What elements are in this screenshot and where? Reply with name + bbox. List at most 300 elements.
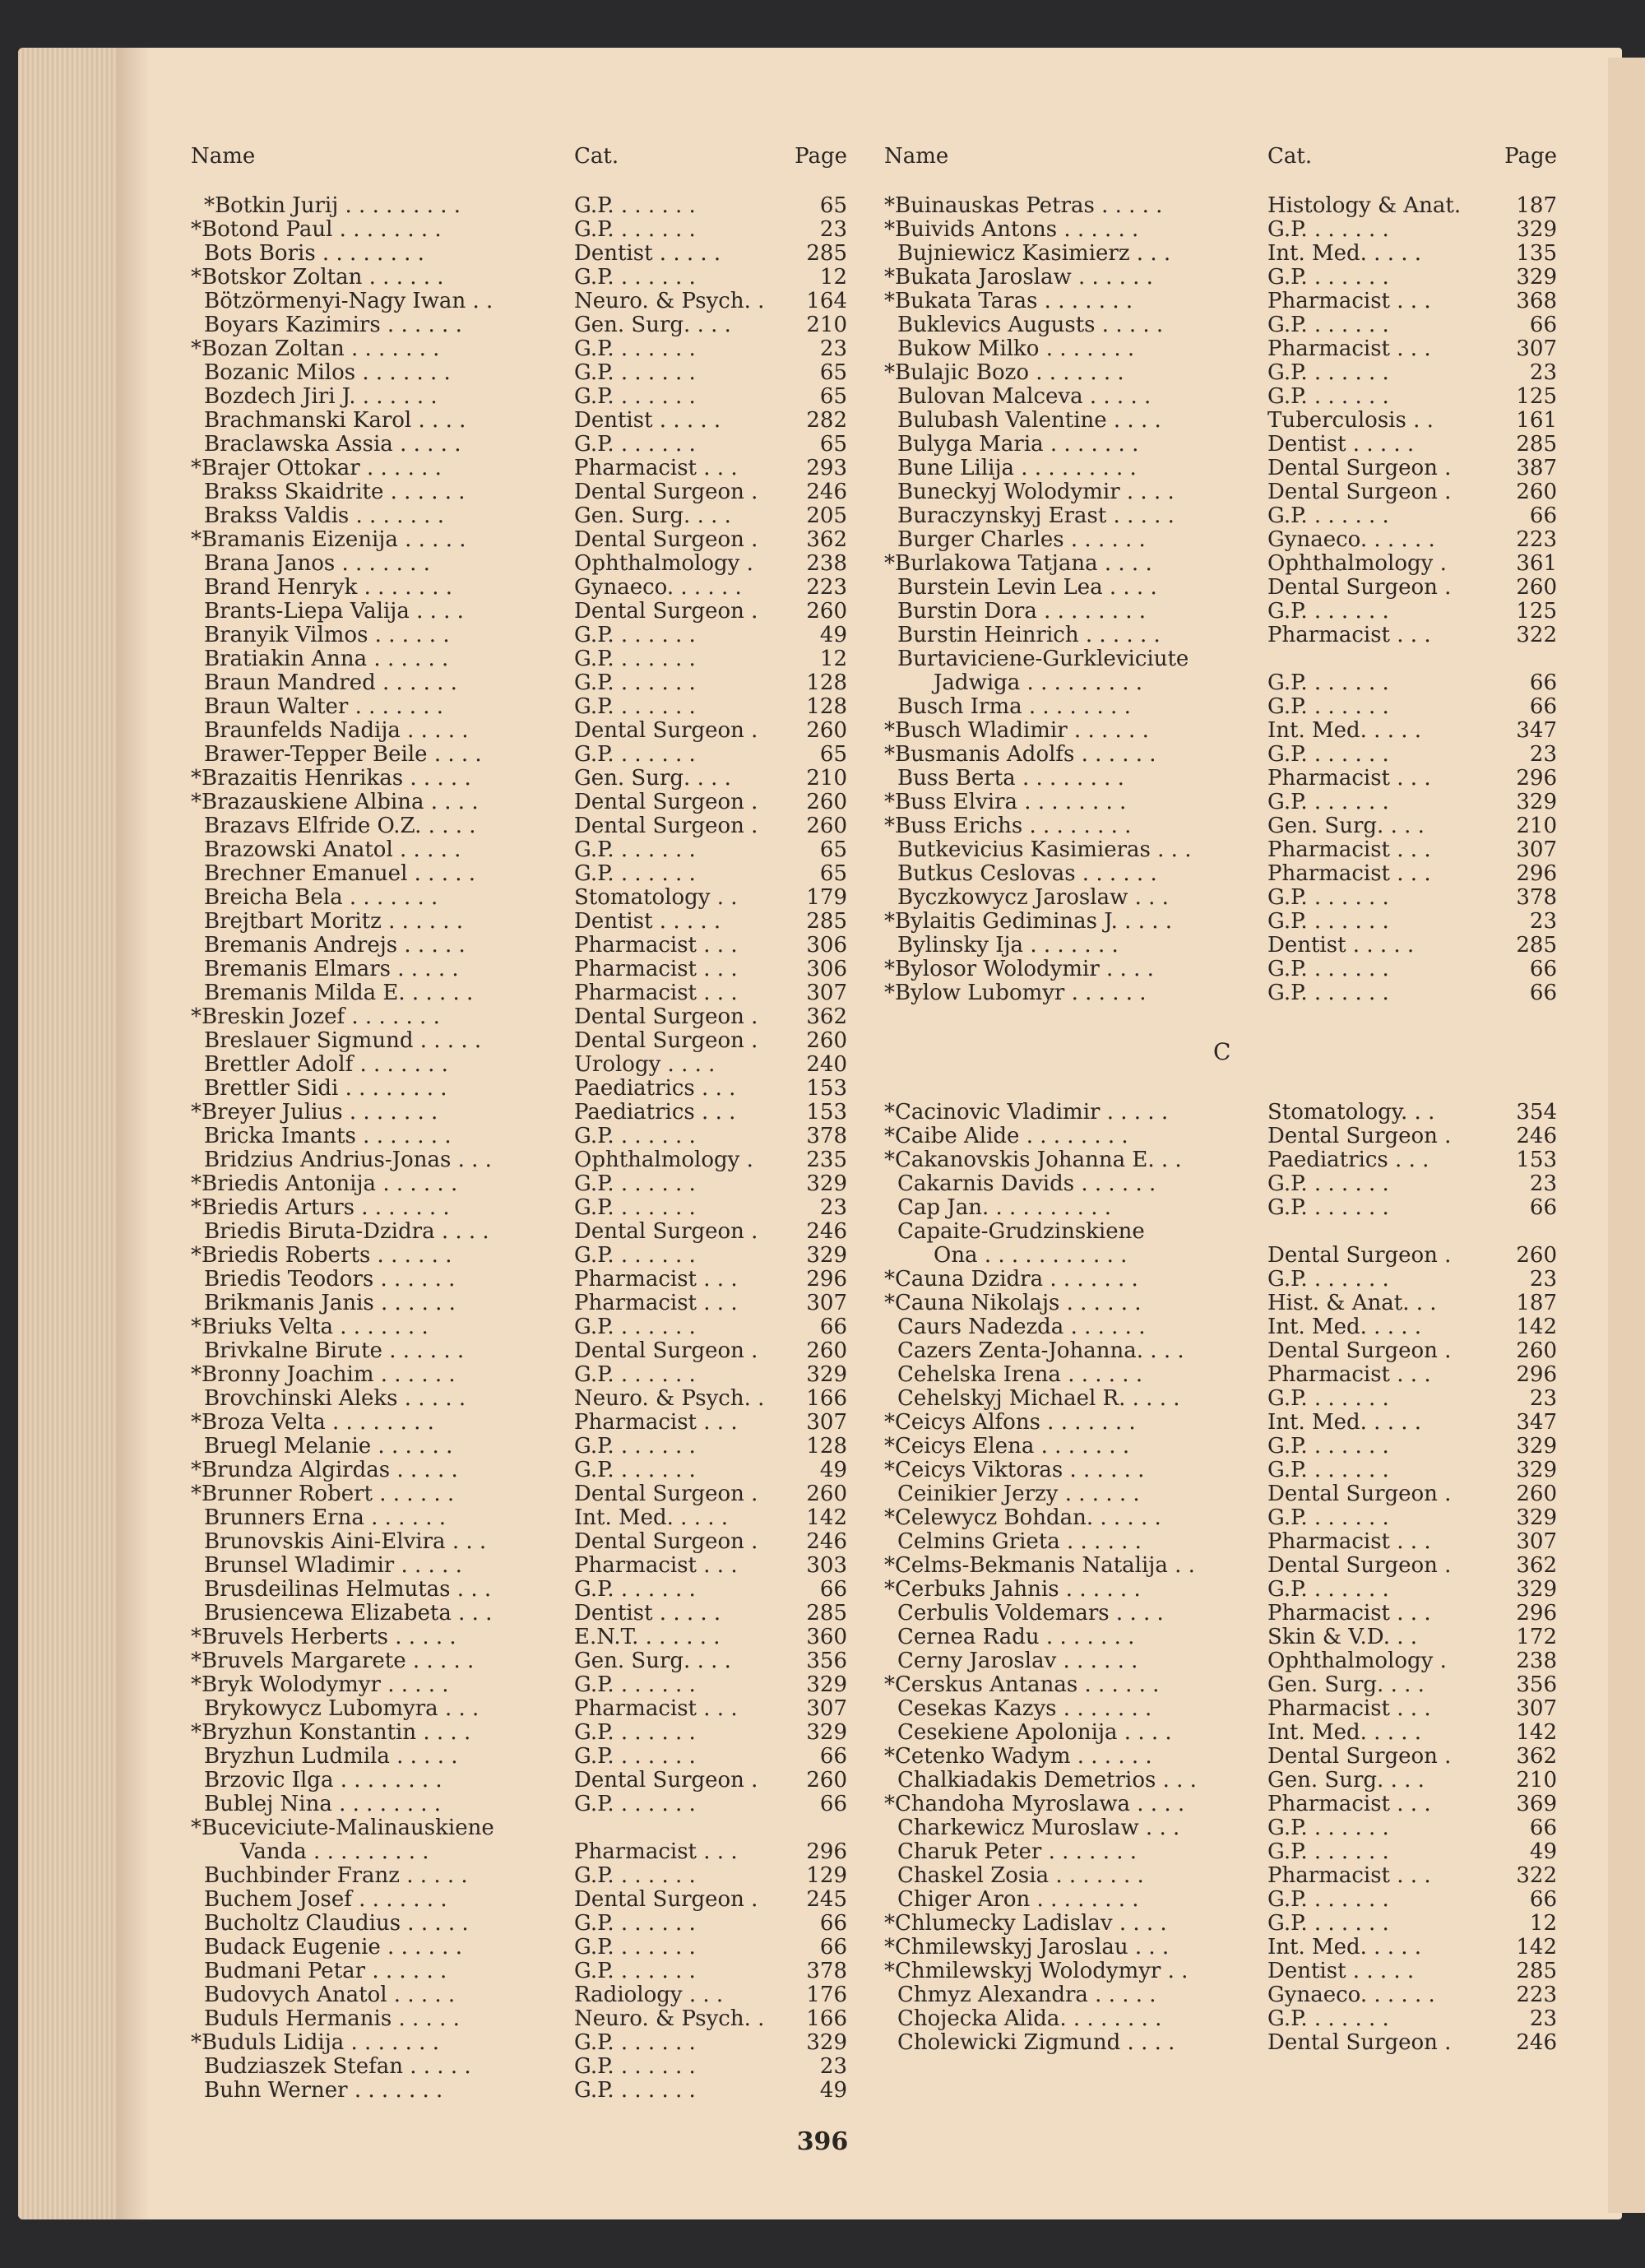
- entry-page: 23: [1529, 909, 1557, 934]
- entry-name: Buneckyj Wolodymir . . . .: [897, 480, 1175, 504]
- entry-category: G.P. . . . . . .: [574, 2055, 696, 2079]
- entry-page: 166: [806, 1386, 847, 1411]
- entry-category: G.P. . . . . . .: [574, 647, 696, 671]
- entry-page: 66: [1529, 670, 1557, 695]
- entry-name: *Bylosor Wolodymir . . . .: [884, 958, 1154, 981]
- entry-page: 246: [806, 480, 847, 504]
- entry-page: 240: [806, 1052, 847, 1077]
- directory-entry: [191, 1960, 847, 1983]
- entry-page: 66: [819, 1792, 847, 1816]
- entry-page: 135: [1516, 241, 1557, 266]
- entry-category: G.P. . . . . . .: [574, 1721, 696, 1745]
- entry-name: Brunsel Wladimir . . . . .: [204, 1554, 462, 1578]
- entry-category: Dental Surgeon .: [1267, 1244, 1452, 1268]
- entry-name: Brejtbart Moritz . . . . . .: [204, 910, 464, 934]
- entry-page: 176: [806, 1983, 847, 2007]
- directory-entry: [884, 290, 1557, 313]
- entry-category: Dental Surgeon .: [574, 1005, 758, 1029]
- entry-category: Histology & Anat.: [1267, 194, 1462, 218]
- entry-page: 356: [1516, 1672, 1557, 1697]
- entry-category: Ophthalmology .: [1267, 552, 1447, 576]
- directory-entry: [191, 2007, 847, 2031]
- entry-name: Brikmanis Janis . . . . . .: [204, 1292, 456, 1315]
- directory-entry: [884, 767, 1557, 791]
- directory-entry: [884, 218, 1557, 242]
- entry-name: Burstin Dora . . . . . . . .: [897, 600, 1147, 624]
- directory-entry: [884, 624, 1557, 647]
- directory-entry: [191, 767, 847, 791]
- entry-page: 125: [1516, 599, 1557, 624]
- directory-entry: [884, 2007, 1557, 2031]
- directory-entry: [884, 1196, 1557, 1220]
- entry-page: 125: [1516, 384, 1557, 409]
- directory-entry: [884, 886, 1557, 910]
- entry-category: G.P. . . . . . .: [1267, 958, 1389, 981]
- entry-category: Dental Surgeon .: [574, 1220, 758, 1244]
- entry-page: 23: [1529, 1171, 1557, 1196]
- entry-category: Int. Med. . . . .: [1267, 719, 1422, 743]
- entry-category: Int. Med. . . . .: [1267, 1721, 1422, 1745]
- entry-page: 166: [806, 2006, 847, 2031]
- directory-entry: [884, 1339, 1557, 1363]
- entry-name: Braun Walter . . . . . . .: [204, 695, 444, 719]
- right-entries-c: [884, 1101, 1557, 2055]
- header-page: Page: [795, 144, 847, 169]
- entry-category: Int. Med. . . . .: [1267, 1936, 1422, 1960]
- entry-category: G.P. . . . . . .: [574, 1172, 696, 1196]
- entry-category: Pharmacist . . .: [1267, 767, 1431, 791]
- entry-page: 210: [1516, 1768, 1557, 1793]
- entry-page: 260: [806, 814, 847, 838]
- entry-name: *Bruvels Margarete . . . . .: [191, 1649, 475, 1673]
- entry-name: Cesekas Kazys . . . . . . .: [897, 1697, 1152, 1721]
- directory-entry: [884, 1530, 1557, 1554]
- entry-page: 260: [1516, 575, 1557, 600]
- entry-name: Chojecka Alida. . . . . . . .: [897, 2007, 1162, 2031]
- entry-name: Boyars Kazimirs . . . . . .: [204, 313, 462, 337]
- entry-category: Neuro. & Psych. .: [574, 1387, 765, 1411]
- entry-name: *Briuks Velta . . . . . . .: [191, 1315, 429, 1339]
- entry-category: G.P. . . . . . .: [574, 1315, 696, 1339]
- entry-name: *Cauna Dzidra . . . . . . .: [884, 1268, 1138, 1292]
- directory-entry: [884, 528, 1557, 552]
- entry-category: Pharmacist . . .: [1267, 1363, 1431, 1387]
- entry-page: 368: [1516, 289, 1557, 313]
- entry-name: *Buss Elvira . . . . . . . .: [884, 791, 1127, 814]
- entry-category: G.P. . . . . . .: [1267, 600, 1389, 624]
- directory-entry: [191, 1339, 847, 1363]
- entry-name: Braun Mandred . . . . . .: [204, 671, 457, 695]
- entry-name: *Chlumecky Ladislav . . . .: [884, 1912, 1167, 1936]
- directory-entry: [191, 647, 847, 671]
- entry-page: 210: [1516, 814, 1557, 838]
- directory-entry: [884, 1435, 1557, 1459]
- entry-name: *Botskor Zoltan . . . . . .: [191, 266, 444, 290]
- entry-category: G.P. . . . . . .: [574, 218, 696, 242]
- entry-page: 282: [806, 408, 847, 433]
- entry-category: Gen. Surg. . . .: [574, 313, 731, 337]
- directory-entry: [191, 1578, 847, 1602]
- entry-category: G.P. . . . . . .: [1267, 743, 1389, 767]
- entry-category: Neuro. & Psych. .: [574, 2007, 765, 2031]
- entry-page: 296: [1516, 1362, 1557, 1387]
- entry-category: Dental Surgeon .: [574, 1029, 758, 1053]
- directory-entry: [191, 862, 847, 886]
- entry-page: 378: [806, 1959, 847, 1983]
- entry-category: G.P. . . . . . .: [1267, 1196, 1389, 1220]
- directory-entry: [884, 1983, 1557, 2007]
- directory-entry: [191, 1005, 847, 1029]
- entry-page: 246: [806, 1529, 847, 1554]
- entry-page: 65: [819, 742, 847, 767]
- directory-entry: [191, 457, 847, 480]
- entry-page: 49: [819, 1458, 847, 1482]
- entry-category: Pharmacist . . .: [574, 1554, 738, 1578]
- directory-entry: [884, 958, 1557, 981]
- entry-name: Bozdech Jiri J. . . . . . .: [204, 385, 438, 409]
- entry-category: Dentist . . . . .: [574, 1602, 721, 1626]
- entry-name: Jadwiga . . . . . . . . .: [934, 671, 1143, 695]
- entry-page: 307: [806, 1410, 847, 1435]
- entry-category: G.P. . . . . . .: [574, 1459, 696, 1482]
- directory-entry: [884, 838, 1557, 862]
- directory-entry: [884, 1840, 1557, 1864]
- directory-entry: [191, 1292, 847, 1315]
- entry-name: Burstein Levin Lea . . . .: [897, 576, 1157, 600]
- directory-entry: [884, 1578, 1557, 1602]
- entry-name: Butkus Ceslovas . . . . . .: [897, 862, 1157, 886]
- directory-entry: [884, 695, 1557, 719]
- page-edges: [18, 48, 117, 2219]
- entry-page: 246: [806, 1219, 847, 1244]
- entry-category: G.P. . . . . . .: [1267, 695, 1389, 719]
- entry-category: G.P. . . . . . .: [574, 361, 696, 385]
- entry-name: *Cerbuks Jahnis . . . . . .: [884, 1578, 1141, 1602]
- entry-page: 329: [806, 1362, 847, 1387]
- directory-entry: [884, 910, 1557, 934]
- entry-page: 260: [806, 599, 847, 624]
- directory-entry: [191, 1077, 847, 1101]
- entry-page: 142: [1516, 1720, 1557, 1745]
- entry-category: G.P. . . . . . .: [574, 1864, 696, 1888]
- entry-page: 285: [1516, 1959, 1557, 1983]
- right-column: [884, 145, 1557, 2055]
- entry-name: *Burlakowa Tatjana . . . .: [884, 552, 1152, 576]
- directory-entry: [191, 2031, 847, 2055]
- entry-name: Chiger Aron . . . . . . . .: [897, 1888, 1139, 1912]
- directory-entry: [191, 1745, 847, 1769]
- entry-name: Budovych Anatol . . . . .: [204, 1983, 456, 2007]
- entry-page: 260: [806, 1028, 847, 1053]
- entry-category: G.P. . . . . . .: [1267, 1888, 1389, 1912]
- entry-page: 66: [1529, 694, 1557, 719]
- entry-page: 296: [1516, 861, 1557, 886]
- entry-name: *Bozan Zoltan . . . . . . .: [191, 337, 440, 361]
- directory-entry: [884, 743, 1557, 767]
- entry-page: 329: [806, 1720, 847, 1745]
- entry-name: Bucholtz Claudius . . . . .: [204, 1912, 469, 1936]
- entry-category: G.P. . . . . . .: [574, 1793, 696, 1816]
- entry-name: *Brazaitis Henrikas . . . . .: [191, 767, 471, 791]
- directory-entry: [191, 194, 847, 218]
- entry-page: 354: [1516, 1100, 1557, 1125]
- entry-category: Dental Surgeon .: [1267, 2031, 1452, 2055]
- entry-name: Brusdeilinas Helmutas . . .: [204, 1578, 492, 1602]
- directory-entry: [884, 671, 1557, 695]
- entry-name: *Cauna Nikolajs . . . . . .: [884, 1292, 1142, 1315]
- directory-entry: [191, 600, 847, 624]
- entry-name: *Bronny Joachim . . . . . .: [191, 1363, 456, 1387]
- entry-name: Braunfelds Nadija . . . . .: [204, 719, 469, 743]
- entry-name: Bots Boris . . . . . . . .: [204, 242, 424, 266]
- entry-page: 142: [806, 1505, 847, 1530]
- right-column-header: [884, 145, 1557, 169]
- entry-category: Int. Med. . . . .: [574, 1506, 729, 1530]
- directory-entry: [191, 242, 847, 266]
- entry-category: Gynaeco. . . . . .: [1267, 528, 1435, 552]
- entry-page: 153: [1516, 1148, 1557, 1172]
- entry-page: 223: [1516, 1983, 1557, 2007]
- entry-name: Cehelskyj Michael R. . . . .: [897, 1387, 1180, 1411]
- entry-name: Braclawska Assia . . . . .: [204, 433, 461, 457]
- header-cat: Cat.: [574, 144, 619, 169]
- entry-name: Bujniewicz Kasimierz . . .: [897, 242, 1171, 266]
- entry-category: G.P. . . . . . .: [1267, 1459, 1389, 1482]
- entry-page: 246: [1516, 2030, 1557, 2055]
- entry-name: *Breyer Julius . . . . . . .: [191, 1101, 438, 1125]
- entry-name: *Bruvels Herberts . . . . .: [191, 1626, 456, 1649]
- entry-page: 356: [806, 1649, 847, 1673]
- entry-name: Brivkalne Birute . . . . . .: [204, 1339, 465, 1363]
- entry-category: G.P. . . . . . .: [574, 1912, 696, 1936]
- entry-category: Pharmacist . . .: [574, 1840, 738, 1864]
- directory-entry: [191, 1053, 847, 1077]
- entry-category: G.P. . . . . . .: [574, 1125, 696, 1148]
- entry-name: *Cerskus Antanas . . . . . .: [884, 1673, 1160, 1697]
- entry-name: Breicha Bela . . . . . . .: [204, 886, 438, 910]
- entry-name: *Bramanis Eizenija . . . . .: [191, 528, 466, 552]
- directory-entry: [884, 1125, 1557, 1148]
- entry-page: 361: [1516, 551, 1557, 576]
- entry-category: Gen. Surg. . . .: [1267, 1769, 1425, 1793]
- entry-name: Brazowski Anatol . . . . .: [204, 838, 461, 862]
- entry-name: Cerbulis Voldemars . . . .: [897, 1602, 1164, 1626]
- entry-category: G.P. . . . . . .: [574, 743, 696, 767]
- entry-category: G.P. . . . . . .: [1267, 218, 1389, 242]
- entry-page: 362: [1516, 1553, 1557, 1578]
- directory-entry: [191, 1936, 847, 1960]
- entry-name: *Bukata Jaroslaw . . . . . .: [884, 266, 1153, 290]
- entry-category: Gen. Surg. . . .: [574, 1649, 731, 1673]
- entry-category: G.P. . . . . . .: [1267, 266, 1389, 290]
- directory-entry: [191, 1673, 847, 1697]
- directory-entry: [884, 791, 1557, 814]
- entry-page: 66: [819, 1577, 847, 1602]
- entry-category: Gen. Surg. . . .: [1267, 1673, 1425, 1697]
- entry-name: Burtaviciene-Gurkleviciute: [897, 647, 1189, 671]
- entry-page: 296: [806, 1267, 847, 1292]
- directory-entry: [884, 1960, 1557, 1983]
- entry-category: Gen. Surg. . . .: [574, 767, 731, 791]
- entry-page: 66: [819, 1911, 847, 1936]
- entry-category: Ophthalmology .: [574, 1148, 753, 1172]
- entry-category: Pharmacist . . .: [574, 1411, 738, 1435]
- entry-page: 260: [806, 1768, 847, 1793]
- directory-entry: [191, 624, 847, 647]
- entry-name: Bulovan Malceva . . . . .: [897, 385, 1152, 409]
- directory-entry: [191, 1530, 847, 1554]
- entry-category: Dentist . . . . .: [574, 910, 721, 934]
- entry-category: G.P. . . . . . .: [1267, 1435, 1389, 1459]
- entry-name: Brachmanski Karol . . . .: [204, 409, 466, 433]
- directory-entry: [884, 981, 1557, 1005]
- entry-category: Radiology . . .: [574, 1983, 724, 2007]
- entry-name: Cehelska Irena . . . . . .: [897, 1363, 1143, 1387]
- entry-category: Dental Surgeon .: [574, 1339, 758, 1363]
- entry-name: Bublej Nina . . . . . . . .: [204, 1793, 442, 1816]
- entry-name: *Chmilewskyj Jaroslau . . .: [884, 1936, 1170, 1960]
- entry-category: Pharmacist . . .: [1267, 1793, 1431, 1816]
- entry-name: Ceinikier Jerzy . . . . . .: [897, 1482, 1140, 1506]
- entry-page: 49: [1529, 1839, 1557, 1864]
- entry-page: 260: [806, 1482, 847, 1506]
- directory-entry: [884, 576, 1557, 600]
- entry-name: *Brundza Algirdas . . . . .: [191, 1459, 458, 1482]
- directory-entry: [191, 743, 847, 767]
- entry-page: 172: [1516, 1625, 1557, 1649]
- directory-entry: [191, 1411, 847, 1435]
- entry-category: G.P. . . . . . .: [574, 624, 696, 647]
- entry-category: G.P. . . . . . .: [574, 1673, 696, 1697]
- directory-entry: [191, 1244, 847, 1268]
- entry-category: G.P. . . . . . .: [574, 1578, 696, 1602]
- entry-category: Dental Surgeon .: [574, 791, 758, 814]
- entry-category: G.P. . . . . . .: [574, 1196, 696, 1220]
- directory-entry: [191, 1363, 847, 1387]
- directory-entry: [191, 1816, 847, 1840]
- entry-page: 12: [819, 265, 847, 290]
- entry-name: *Caibe Alide . . . . . . . .: [884, 1125, 1128, 1148]
- directory-entry: [191, 361, 847, 385]
- entry-name: Buklevics Augusts . . . . .: [897, 313, 1164, 337]
- entry-category: Paediatrics . . .: [574, 1101, 736, 1125]
- entry-category: Pharmacist . . .: [574, 1697, 738, 1721]
- entry-page: 322: [1516, 623, 1557, 647]
- entry-name: Buduls Hermanis . . . . .: [204, 2007, 460, 2031]
- entry-page: 387: [1516, 456, 1557, 480]
- directory-entry: [191, 1101, 847, 1125]
- entry-name: *Cacinovic Vladimir . . . . .: [884, 1101, 1169, 1125]
- entry-category: Gynaeco. . . . . .: [1267, 1983, 1435, 2007]
- entry-name: Brovchinski Aleks . . . . .: [204, 1387, 466, 1411]
- entry-page: 347: [1516, 1410, 1557, 1435]
- entry-page: 260: [1516, 1482, 1557, 1506]
- entry-name: Bulubash Valentine . . . .: [897, 409, 1161, 433]
- entry-category: G.P. . . . . . .: [574, 194, 696, 218]
- directory-entry: [884, 480, 1557, 504]
- directory-entry: [884, 1793, 1557, 1816]
- directory-entry: [191, 2079, 847, 2103]
- directory-entry: [191, 791, 847, 814]
- entry-name: Cazers Zenta-Johanna. . . .: [897, 1339, 1184, 1363]
- directory-entry: [191, 1864, 847, 1888]
- directory-entry: [884, 1459, 1557, 1482]
- directory-entry: [191, 1769, 847, 1793]
- entry-name: Vanda . . . . . . . . .: [240, 1840, 429, 1864]
- entry-category: Dental Surgeon .: [1267, 457, 1452, 480]
- section-letter: C: [1213, 1038, 1231, 1065]
- entry-page: 153: [806, 1100, 847, 1125]
- entry-category: Dental Surgeon .: [1267, 1554, 1452, 1578]
- directory-entry: [884, 1721, 1557, 1745]
- entry-name: Cernea Radu . . . . . . .: [897, 1626, 1135, 1649]
- entry-category: Dental Surgeon .: [1267, 1745, 1452, 1769]
- entry-page: 360: [806, 1625, 847, 1649]
- entry-category: Pharmacist . . .: [1267, 862, 1431, 886]
- entry-category: Neuro. & Psych. .: [574, 290, 765, 313]
- entry-name: *Bylaitis Gediminas J. . . . .: [884, 910, 1173, 934]
- entry-category: Dental Surgeon .: [574, 480, 758, 504]
- header-cat: Cat.: [1267, 144, 1313, 169]
- directory-entry: [884, 1411, 1557, 1435]
- entry-name: Brana Janos . . . . . . .: [204, 552, 430, 576]
- directory-entry: [884, 1697, 1557, 1721]
- entry-category: Pharmacist . . .: [574, 958, 738, 981]
- directory-entry: [884, 1244, 1557, 1268]
- entry-category: Dental Surgeon .: [1267, 1482, 1452, 1506]
- entry-category: Gynaeco. . . . . .: [574, 576, 742, 600]
- directory-entry: [191, 1387, 847, 1411]
- entry-name: *Broza Velta . . . . . . . .: [191, 1411, 434, 1435]
- entry-category: Dental Surgeon .: [1267, 480, 1452, 504]
- left-entries: [191, 194, 847, 2103]
- directory-entry: [191, 552, 847, 576]
- facing-page-edge: [1608, 58, 1645, 2213]
- entry-page: 66: [1529, 1816, 1557, 1840]
- entry-name: *Briedis Arturs . . . . . . .: [191, 1196, 450, 1220]
- entry-category: G.P. . . . . . .: [1267, 385, 1389, 409]
- entry-category: Dental Surgeon .: [574, 528, 758, 552]
- directory-entry: [191, 695, 847, 719]
- entry-category: Pharmacist . . .: [1267, 1530, 1431, 1554]
- entry-name: Buraczynskyj Erast . . . . .: [897, 504, 1175, 528]
- entry-page: 296: [1516, 766, 1557, 791]
- entry-category: Gen. Surg. . . .: [1267, 814, 1425, 838]
- entry-page: 285: [806, 1601, 847, 1626]
- entry-category: Int. Med. . . . .: [1267, 242, 1422, 266]
- directory-entry: [884, 1172, 1557, 1196]
- directory-entry: [884, 313, 1557, 337]
- entry-category: Pharmacist . . .: [574, 457, 738, 480]
- entry-page: 205: [806, 503, 847, 528]
- entry-category: Ophthalmology .: [574, 552, 753, 576]
- entry-page: 260: [806, 718, 847, 743]
- entry-name: Buss Berta . . . . . . . .: [897, 767, 1124, 791]
- directory-entry: [191, 1435, 847, 1459]
- entry-name: Bryzhun Ludmila . . . . .: [204, 1745, 458, 1769]
- entry-page: 65: [819, 360, 847, 385]
- entry-page: 210: [806, 313, 847, 337]
- entry-page: 128: [806, 1434, 847, 1459]
- entry-page: 307: [806, 981, 847, 1005]
- entry-name: Brakss Valdis . . . . . . .: [204, 504, 444, 528]
- entry-category: G.P. . . . . . .: [1267, 671, 1389, 695]
- directory-entry: [884, 361, 1557, 385]
- directory-entry: [191, 1602, 847, 1626]
- entry-category: G.P. . . . . . .: [574, 266, 696, 290]
- entry-name: Cerny Jaroslav . . . . . .: [897, 1649, 1138, 1673]
- directory-entry: [191, 576, 847, 600]
